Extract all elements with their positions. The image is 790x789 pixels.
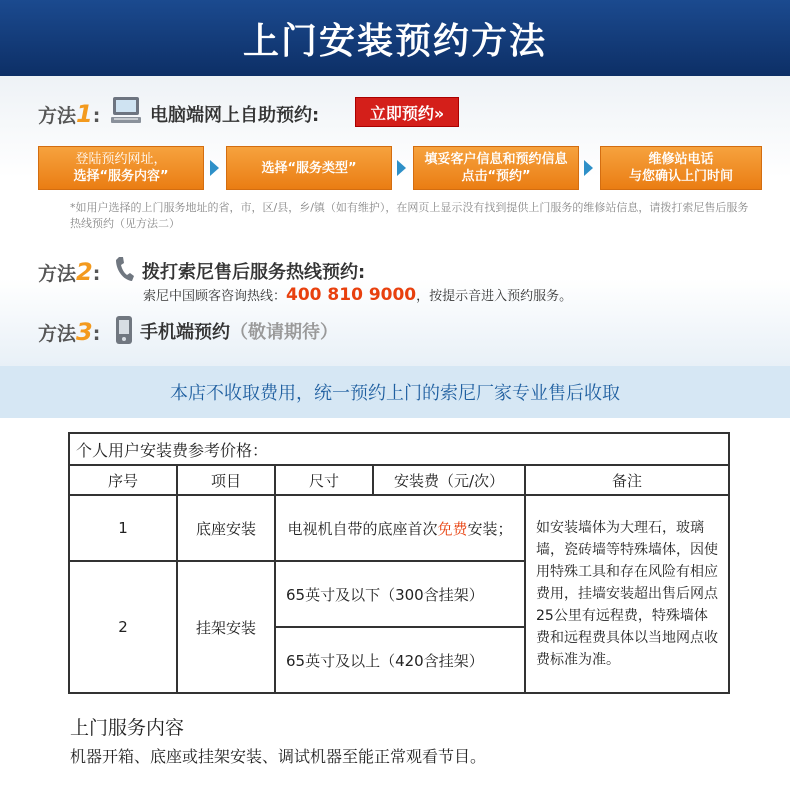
step-3: 填妥客户信息和预约信息 点击“预约”	[413, 146, 579, 190]
header-fee: 安装费（元/次）	[373, 465, 525, 495]
table-caption: 个人用户安装费参考价格：	[69, 433, 729, 465]
method1-title: 电脑端网上自助预约:	[150, 105, 320, 126]
header-size: 尺寸	[275, 465, 373, 495]
computer-icon	[108, 94, 144, 128]
method3-number: 3	[76, 318, 93, 346]
service-title: 上门服务内容	[70, 717, 185, 739]
row2-item: 挂架安装	[177, 561, 275, 693]
phone-icon	[111, 254, 137, 284]
step-4: 维修站电话 与您确认上门时间	[600, 146, 762, 190]
service-desc: 机器开箱、底座或挂架安装、调试机器至能正常观看节目。	[70, 747, 487, 766]
method2-label: 方法2:	[38, 258, 101, 286]
method1-label: 方法1:	[38, 100, 101, 128]
fee-notice: 本店不收取费用，统一预约上门的索尼厂家专业售后收取	[0, 366, 790, 418]
row1-no: 1	[69, 495, 177, 561]
header-remark: 备注	[525, 465, 729, 495]
row1-item: 底座安装	[177, 495, 275, 561]
step-2: 选择“服务类型”	[226, 146, 392, 190]
page-banner	[0, 0, 790, 76]
mobile-icon	[113, 314, 135, 346]
method3-title: 手机端预约（敬请期待）	[140, 322, 338, 343]
row2-no: 2	[69, 561, 177, 693]
method1-note: *如用户选择的上门服务地址的省，市，区/县，乡/镇（如有维护），在网页上显示没有找到提供上门服务的维修站信息，请拨打索尼售后服务热线预约（见方法二）	[70, 201, 749, 230]
arrow-right-icon	[397, 160, 406, 176]
step-1: 登陆预约网址， 选择“服务内容”	[38, 146, 204, 190]
method2-title: 拨打索尼售后服务热线预约:	[142, 262, 366, 283]
remark-cell: 如安装墙体为大理石，玻璃墙，瓷砖墙等特殊墙体，因使用特殊工具和存在风险有相应费用，挂墙安装超出售后网点25公里有远程费，特殊墙体费和远程费具体以当地网点收费标准为准。	[525, 495, 729, 693]
method3-label: 方法3:	[38, 318, 101, 346]
hotline-line: 索尼中国顾客咨询热线：400 810 9000，按提示音进入预约服务。	[143, 285, 573, 305]
method1-number: 1	[76, 100, 93, 128]
method2-number: 2	[76, 258, 93, 286]
price-table	[68, 432, 730, 694]
arrow-right-icon	[584, 160, 593, 176]
arrow-right-icon	[210, 160, 219, 176]
free-label: 免费	[437, 519, 468, 538]
hotline-number[interactable]: 400 810 9000	[286, 285, 417, 305]
row2-size-a: 65英寸及以下（300含挂架）	[275, 561, 525, 627]
row2-size-b: 65英寸及以上（420含挂架）	[275, 627, 525, 693]
page-title: 上门安装预约方法	[242, 20, 547, 62]
row1-size: 电视机自带的底座首次免费安装；	[275, 495, 525, 561]
book-now-button[interactable]: 立即预约»	[355, 97, 459, 127]
header-no: 序号	[69, 465, 177, 495]
header-item: 项目	[177, 465, 275, 495]
